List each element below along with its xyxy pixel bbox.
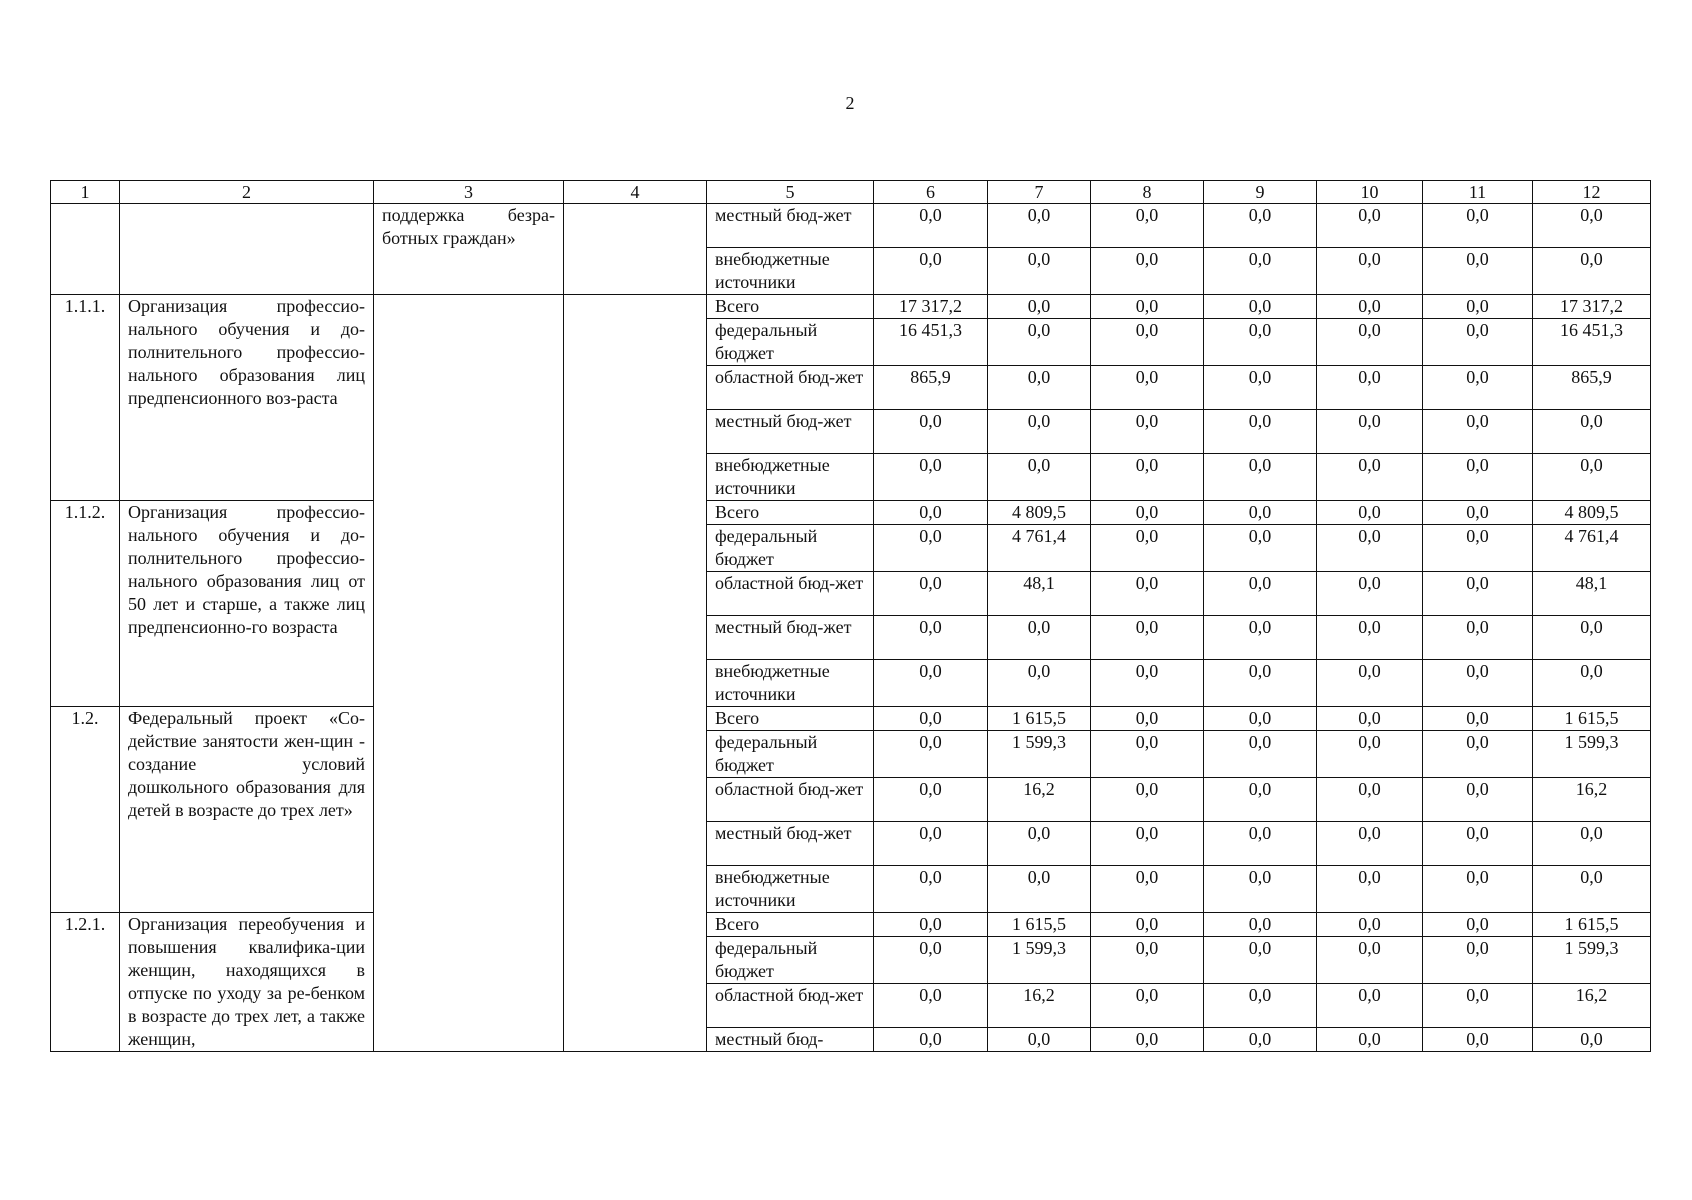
value-cell: 1 615,5	[1533, 707, 1651, 731]
value-cell: 0,0	[1317, 295, 1423, 319]
value-cell: 0,0	[1091, 454, 1204, 501]
source-cell: федеральный бюджет	[707, 937, 874, 984]
value-cell: 0,0	[1317, 366, 1423, 410]
value-cell: 0,0	[1533, 1028, 1651, 1052]
value-cell: 0,0	[988, 295, 1091, 319]
value-cell: 1 599,3	[1533, 731, 1651, 778]
value-cell: 0,0	[1317, 866, 1423, 913]
value-cell: 0,0	[1317, 248, 1423, 295]
value-cell: 0,0	[1423, 204, 1533, 248]
value-cell: 0,0	[1091, 616, 1204, 660]
value-cell: 0,0	[1533, 248, 1651, 295]
value-cell: 0,0	[1204, 1028, 1317, 1052]
source-cell: Всего	[707, 707, 874, 731]
value-cell: 0,0	[1204, 572, 1317, 616]
section-code: 1.1.1.	[51, 295, 120, 501]
value-cell: 0,0	[988, 454, 1091, 501]
table-row	[51, 204, 1651, 248]
value-cell: 0,0	[1091, 572, 1204, 616]
value-cell: 0,0	[874, 410, 988, 454]
value-cell: 0,0	[1204, 778, 1317, 822]
value-cell: 0,0	[874, 984, 988, 1028]
value-cell: 0,0	[1317, 984, 1423, 1028]
value-cell: 0,0	[1317, 937, 1423, 984]
value-cell: 0,0	[988, 1028, 1091, 1052]
value-cell: 0,0	[988, 366, 1091, 410]
value-cell: 0,0	[1091, 295, 1204, 319]
value-cell: 0,0	[1091, 1028, 1204, 1052]
value-cell: 0,0	[1091, 822, 1204, 866]
value-cell: 0,0	[988, 660, 1091, 707]
value-cell: 0,0	[1423, 616, 1533, 660]
page-number: 2	[845, 93, 855, 113]
header-cell: 11	[1423, 181, 1533, 204]
source-cell: местный бюд-жет	[707, 616, 874, 660]
value-cell: 0,0	[874, 913, 988, 937]
section-name: Организация переобучения и повышения квалифика-ции женщин, находящихся в отпуске по уходу за ре-бенком в возрасте до трех лет, а также женщин,	[120, 913, 374, 1052]
header-cell: 3	[374, 181, 564, 204]
value-cell: 0,0	[1091, 707, 1204, 731]
budget-table	[50, 180, 1651, 1052]
source-cell: областной бюд-жет	[707, 572, 874, 616]
value-cell: 865,9	[874, 366, 988, 410]
table-row	[51, 295, 1651, 319]
source-cell: местный бюд-жет	[707, 822, 874, 866]
value-cell: 16,2	[1533, 984, 1651, 1028]
header-cell: 8	[1091, 181, 1204, 204]
value-cell: 0,0	[1204, 454, 1317, 501]
section-name: Организация профессио-нального обучения и до-полнительного профессио-нального образования лиц предпенсионного воз-раста	[120, 295, 374, 501]
value-cell: 0,0	[874, 1028, 988, 1052]
value-cell: 0,0	[1091, 731, 1204, 778]
source-cell: местный бюд-жет	[707, 204, 874, 248]
value-cell: 4 761,4	[1533, 525, 1651, 572]
value-cell: 0,0	[1091, 913, 1204, 937]
source-cell: областной бюд-жет	[707, 778, 874, 822]
source-cell: внебюджетные источники	[707, 660, 874, 707]
value-cell: 0,0	[874, 707, 988, 731]
section-code: 1.1.2.	[51, 501, 120, 707]
value-cell: 0,0	[1317, 410, 1423, 454]
source-cell: внебюджетные источники	[707, 454, 874, 501]
value-cell: 0,0	[1204, 822, 1317, 866]
value-cell: 48,1	[1533, 572, 1651, 616]
value-cell: 0,0	[1091, 248, 1204, 295]
source-cell: Всего	[707, 501, 874, 525]
value-cell: 0,0	[1317, 660, 1423, 707]
value-cell: 0,0	[1091, 984, 1204, 1028]
value-cell: 0,0	[1423, 731, 1533, 778]
value-cell: 1 599,3	[1533, 937, 1651, 984]
value-cell: 0,0	[874, 778, 988, 822]
value-cell: 0,0	[1533, 204, 1651, 248]
value-cell: 0,0	[1317, 731, 1423, 778]
value-cell: 0,0	[874, 660, 988, 707]
value-cell: 0,0	[874, 572, 988, 616]
value-cell: 0,0	[1533, 866, 1651, 913]
table-row	[51, 501, 1651, 525]
section-code: 1.2.	[51, 707, 120, 913]
value-cell: 0,0	[874, 937, 988, 984]
value-cell: 0,0	[1204, 866, 1317, 913]
source-cell: Всего	[707, 295, 874, 319]
value-cell: 0,0	[988, 822, 1091, 866]
value-cell: 0,0	[1204, 913, 1317, 937]
value-cell: 0,0	[1091, 866, 1204, 913]
header-cell: 1	[51, 181, 120, 204]
source-cell: областной бюд-жет	[707, 984, 874, 1028]
value-cell: 0,0	[1533, 454, 1651, 501]
value-cell: 0,0	[1091, 525, 1204, 572]
value-cell: 0,0	[1091, 937, 1204, 984]
source-cell: областной бюд-жет	[707, 366, 874, 410]
value-cell: 0,0	[1091, 660, 1204, 707]
value-cell: 0,0	[1423, 410, 1533, 454]
value-cell: 0,0	[1317, 525, 1423, 572]
value-cell: 0,0	[1317, 913, 1423, 937]
value-cell: 0,0	[1423, 366, 1533, 410]
value-cell: 17 317,2	[1533, 295, 1651, 319]
value-cell: 0,0	[1204, 204, 1317, 248]
value-cell: 0,0	[1204, 707, 1317, 731]
header-cell: 2	[120, 181, 374, 204]
value-cell: 16,2	[1533, 778, 1651, 822]
value-cell: 0,0	[1317, 501, 1423, 525]
value-cell: 0,0	[1091, 410, 1204, 454]
value-cell: 0,0	[874, 248, 988, 295]
value-cell: 0,0	[988, 616, 1091, 660]
value-cell: 0,0	[1091, 204, 1204, 248]
table-row	[51, 913, 1651, 937]
value-cell: 0,0	[1423, 707, 1533, 731]
value-cell: 4 809,5	[988, 501, 1091, 525]
header-row	[51, 181, 1651, 204]
value-cell: 0,0	[1317, 822, 1423, 866]
table-row	[51, 707, 1651, 731]
value-cell: 0,0	[1533, 410, 1651, 454]
value-cell: 1 599,3	[988, 937, 1091, 984]
executor-cell	[564, 295, 707, 1052]
value-cell: 16 451,3	[874, 319, 988, 366]
value-cell: 1 615,5	[1533, 913, 1651, 937]
value-cell: 0,0	[874, 454, 988, 501]
value-cell: 0,0	[1423, 778, 1533, 822]
value-cell: 0,0	[1204, 937, 1317, 984]
value-cell: 0,0	[1423, 501, 1533, 525]
value-cell: 0,0	[1317, 1028, 1423, 1052]
value-cell: 0,0	[1204, 248, 1317, 295]
value-cell: 0,0	[988, 204, 1091, 248]
value-cell: 1 615,5	[988, 913, 1091, 937]
value-cell: 0,0	[1423, 454, 1533, 501]
program-cell	[374, 295, 564, 1052]
executor-cell	[564, 204, 707, 295]
value-cell: 1 615,5	[988, 707, 1091, 731]
value-cell: 0,0	[1204, 731, 1317, 778]
source-cell: внебюджетные источники	[707, 248, 874, 295]
value-cell: 0,0	[1204, 616, 1317, 660]
value-cell: 16,2	[988, 984, 1091, 1028]
value-cell: 0,0	[1091, 366, 1204, 410]
value-cell: 0,0	[1317, 572, 1423, 616]
section-code: 1.2.1.	[51, 913, 120, 1052]
value-cell: 0,0	[1317, 319, 1423, 366]
value-cell: 1 599,3	[988, 731, 1091, 778]
value-cell: 16,2	[988, 778, 1091, 822]
source-cell: федеральный бюджет	[707, 731, 874, 778]
value-cell: 0,0	[1533, 822, 1651, 866]
section-name: Федеральный проект «Со-действие занятости жен-щин - создание условий дошкольного образования для детей в возрасте до трех лет»	[120, 707, 374, 913]
value-cell: 48,1	[988, 572, 1091, 616]
header-cell: 6	[874, 181, 988, 204]
value-cell: 0,0	[1423, 984, 1533, 1028]
header-cell: 12	[1533, 181, 1651, 204]
value-cell: 0,0	[1204, 295, 1317, 319]
value-cell: 0,0	[874, 616, 988, 660]
value-cell: 865,9	[1533, 366, 1651, 410]
value-cell: 0,0	[1423, 822, 1533, 866]
code-cell	[51, 204, 120, 295]
value-cell: 0,0	[874, 525, 988, 572]
value-cell: 0,0	[874, 501, 988, 525]
value-cell: 0,0	[1091, 501, 1204, 525]
value-cell: 0,0	[988, 410, 1091, 454]
value-cell: 0,0	[874, 204, 988, 248]
source-cell: местный бюд-жет	[707, 410, 874, 454]
value-cell: 0,0	[1423, 525, 1533, 572]
value-cell: 0,0	[1423, 913, 1533, 937]
source-cell: федеральный бюджет	[707, 319, 874, 366]
value-cell: 4 761,4	[988, 525, 1091, 572]
value-cell: 0,0	[1423, 248, 1533, 295]
value-cell: 0,0	[1317, 707, 1423, 731]
source-cell: федеральный бюджет	[707, 525, 874, 572]
value-cell: 0,0	[1317, 616, 1423, 660]
value-cell: 0,0	[1423, 1028, 1533, 1052]
value-cell: 0,0	[1533, 660, 1651, 707]
value-cell: 0,0	[1317, 454, 1423, 501]
value-cell: 0,0	[988, 319, 1091, 366]
value-cell: 16 451,3	[1533, 319, 1651, 366]
name-cell	[120, 204, 374, 295]
value-cell: 0,0	[1423, 660, 1533, 707]
value-cell: 0,0	[988, 248, 1091, 295]
value-cell: 0,0	[1533, 616, 1651, 660]
source-cell: местный бюд-	[707, 1028, 874, 1052]
value-cell: 0,0	[1204, 319, 1317, 366]
value-cell: 17 317,2	[874, 295, 988, 319]
value-cell: 0,0	[1204, 525, 1317, 572]
source-cell: внебюджетные источники	[707, 866, 874, 913]
value-cell: 0,0	[1091, 319, 1204, 366]
value-cell: 0,0	[1317, 204, 1423, 248]
source-cell: Всего	[707, 913, 874, 937]
value-cell: 0,0	[988, 866, 1091, 913]
value-cell: 0,0	[874, 866, 988, 913]
value-cell: 0,0	[874, 731, 988, 778]
value-cell: 0,0	[1317, 778, 1423, 822]
value-cell: 0,0	[874, 822, 988, 866]
value-cell: 4 809,5	[1533, 501, 1651, 525]
section-name: Организация профессио-нального обучения и до-полнительного профессио-нального образования лиц от 50 лет и старше, а также лиц предпенсионно-го возраста	[120, 501, 374, 707]
program-cell: поддержка безра-ботных граждан»	[374, 204, 564, 295]
value-cell: 0,0	[1204, 660, 1317, 707]
value-cell: 0,0	[1204, 984, 1317, 1028]
value-cell: 0,0	[1423, 572, 1533, 616]
value-cell: 0,0	[1204, 366, 1317, 410]
header-cell: 10	[1317, 181, 1423, 204]
value-cell: 0,0	[1204, 410, 1317, 454]
value-cell: 0,0	[1423, 295, 1533, 319]
value-cell: 0,0	[1423, 937, 1533, 984]
value-cell: 0,0	[1204, 501, 1317, 525]
value-cell: 0,0	[1423, 866, 1533, 913]
value-cell: 0,0	[1091, 778, 1204, 822]
header-cell: 7	[988, 181, 1091, 204]
header-cell: 4	[564, 181, 707, 204]
header-cell: 9	[1204, 181, 1317, 204]
header-cell: 5	[707, 181, 874, 204]
value-cell: 0,0	[1423, 319, 1533, 366]
